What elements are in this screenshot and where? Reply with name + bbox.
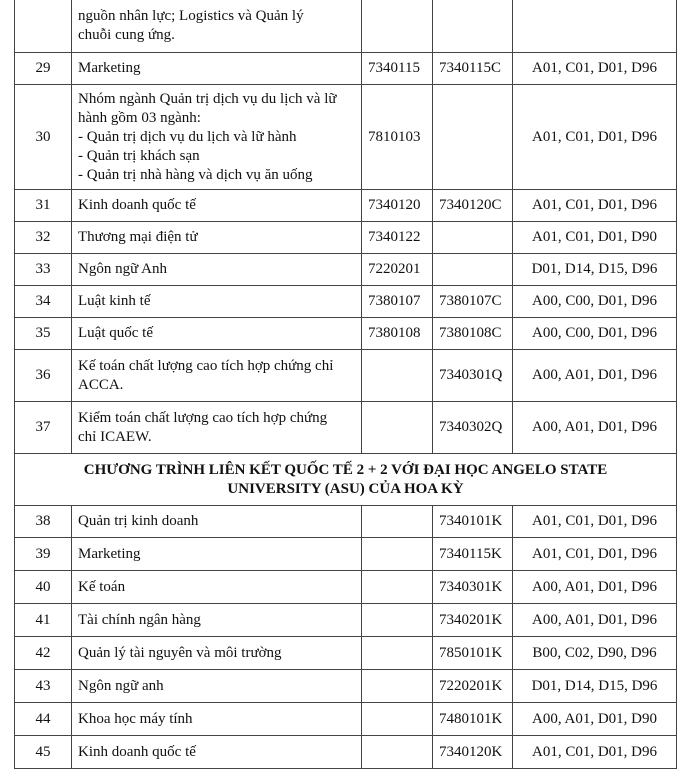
subject-combo-cell: A00, A01, D01, D96 bbox=[513, 604, 677, 637]
program-name-line: - Quản trị nhà hàng và dịch vụ ăn uống bbox=[78, 166, 313, 183]
program-name-line: ACCA. bbox=[78, 376, 124, 393]
section-title bbox=[15, 454, 677, 506]
table-row bbox=[15, 222, 677, 254]
program-name-line: Ngôn ngữ anh bbox=[78, 677, 164, 694]
major-code-cell bbox=[362, 703, 433, 736]
table-row bbox=[15, 604, 677, 637]
program-code-cell: 7340120K bbox=[433, 736, 513, 769]
subject-combo-cell: A00, A01, D01, D96 bbox=[513, 571, 677, 604]
table-row-partial bbox=[15, 0, 677, 53]
subject-combo-cell: A00, A01, D01, D96 bbox=[513, 350, 677, 402]
program-code-cell: 7340101K bbox=[433, 506, 513, 538]
subject-combo-cell: A00, C00, D01, D96 bbox=[513, 318, 677, 350]
stt-cell: 33 bbox=[15, 254, 72, 286]
program-name-line: Quản lý tài nguyên và môi trường bbox=[78, 644, 282, 661]
major-code-cell: 7340122 bbox=[362, 222, 433, 254]
program-code-cell: 7340115C bbox=[433, 53, 513, 85]
program-code-cell: 7340301Q bbox=[433, 350, 513, 402]
program-code-cell bbox=[433, 254, 513, 286]
program-name-line: Thương mại điện tử bbox=[78, 229, 198, 245]
program-code-cell: 7340115K bbox=[433, 538, 513, 571]
subject-combo-cell: A00, C00, D01, D96 bbox=[513, 286, 677, 318]
program-name-line: Marketing bbox=[78, 60, 141, 76]
program-name-line: - Quản trị dịch vụ du lịch và lữ hành bbox=[78, 128, 297, 145]
subject-combo-cell: A01, C01, D01, D96 bbox=[513, 53, 677, 85]
program-code-cell bbox=[433, 85, 513, 190]
subject-combo-cell bbox=[513, 0, 677, 53]
program-code-cell: 7850101K bbox=[433, 637, 513, 670]
program-name-line: Kế toán chất lượng cao tích hợp chứng chỉ bbox=[78, 357, 334, 374]
stt-cell: 42 bbox=[15, 637, 72, 670]
program-name-cell bbox=[72, 736, 362, 769]
table-row bbox=[15, 350, 677, 402]
program-name-line: Kinh doanh quốc tế bbox=[78, 197, 196, 213]
program-name-line: chuỗi cung ứng. bbox=[78, 26, 175, 43]
program-code-cell: 7340301K bbox=[433, 571, 513, 604]
program-name-cell bbox=[72, 254, 362, 286]
program-name-cell bbox=[72, 53, 362, 85]
program-name-cell bbox=[72, 670, 362, 703]
subject-combo-cell: A01, C01, D01, D90 bbox=[513, 222, 677, 254]
program-name-line: Luật kinh tế bbox=[78, 293, 151, 309]
table-row bbox=[15, 53, 677, 85]
stt-cell: 34 bbox=[15, 286, 72, 318]
table-row bbox=[15, 318, 677, 350]
program-name-line: Marketing bbox=[78, 545, 141, 562]
program-name-line: Khoa học máy tính bbox=[78, 710, 193, 727]
major-code-cell bbox=[362, 538, 433, 571]
table-row bbox=[15, 736, 677, 769]
section-title-line: CHƯƠNG TRÌNH LIÊN KẾT QUỐC TẾ 2 + 2 VỚI ĐẠI HỌC ANGELO STATE bbox=[83, 461, 608, 478]
table-row bbox=[15, 703, 677, 736]
stt-cell bbox=[15, 0, 72, 53]
program-name-line: Kế toán bbox=[78, 578, 126, 595]
program-name-line: Quản trị kinh doanh bbox=[78, 513, 199, 529]
major-code-cell bbox=[362, 670, 433, 703]
subject-combo-cell: A01, C01, D01, D96 bbox=[513, 190, 677, 222]
program-code-cell: 7380108C bbox=[433, 318, 513, 350]
program-name-cell bbox=[72, 350, 362, 402]
major-code-cell: 7340120 bbox=[362, 190, 433, 222]
program-name-line: - Quản trị khách sạn bbox=[78, 147, 200, 164]
major-code-cell bbox=[362, 0, 433, 53]
program-name-line: hành gồm 03 ngành: bbox=[78, 109, 201, 126]
table-row bbox=[15, 670, 677, 703]
stt-cell: 45 bbox=[15, 736, 72, 769]
program-name-cell bbox=[72, 85, 362, 190]
major-code-cell: 7380107 bbox=[362, 286, 433, 318]
major-code-cell bbox=[362, 571, 433, 604]
section-header-row bbox=[15, 454, 677, 506]
table-row bbox=[15, 402, 677, 454]
program-name-line: Tài chính ngân hàng bbox=[78, 611, 201, 628]
major-code-cell: 7340115 bbox=[362, 53, 433, 85]
program-name-line: Ngôn ngữ Anh bbox=[78, 261, 167, 277]
program-name-cell bbox=[72, 286, 362, 318]
program-code-cell: 7340120C bbox=[433, 190, 513, 222]
program-name-cell bbox=[72, 604, 362, 637]
subject-combo-cell: A00, A01, D01, D90 bbox=[513, 703, 677, 736]
major-code-cell: 7810103 bbox=[362, 85, 433, 190]
stt-cell: 29 bbox=[15, 53, 72, 85]
program-name-cell bbox=[72, 190, 362, 222]
program-name-cell bbox=[72, 703, 362, 736]
table-body bbox=[15, 0, 677, 769]
subject-combo-cell: A01, C01, D01, D96 bbox=[513, 85, 677, 190]
program-code-cell: 7480101K bbox=[433, 703, 513, 736]
program-name-cell bbox=[72, 318, 362, 350]
stt-cell: 41 bbox=[15, 604, 72, 637]
stt-cell: 43 bbox=[15, 670, 72, 703]
major-code-cell bbox=[362, 506, 433, 538]
table-row bbox=[15, 538, 677, 571]
stt-cell: 36 bbox=[15, 350, 72, 402]
program-code-cell: 7220201K bbox=[433, 670, 513, 703]
major-code-cell bbox=[362, 604, 433, 637]
subject-combo-cell: B00, C02, D90, D96 bbox=[513, 637, 677, 670]
major-code-cell bbox=[362, 350, 433, 402]
subject-combo-cell: D01, D14, D15, D96 bbox=[513, 670, 677, 703]
major-code-cell: 7380108 bbox=[362, 318, 433, 350]
stt-cell: 31 bbox=[15, 190, 72, 222]
program-name-cell bbox=[72, 222, 362, 254]
program-code-cell bbox=[433, 0, 513, 53]
major-code-cell: 7220201 bbox=[362, 254, 433, 286]
major-code-cell bbox=[362, 736, 433, 769]
table-row bbox=[15, 506, 677, 538]
program-name-cell bbox=[72, 0, 362, 53]
stt-cell: 39 bbox=[15, 538, 72, 571]
program-name-cell bbox=[72, 571, 362, 604]
table-row bbox=[15, 190, 677, 222]
program-name-line: Luật quốc tế bbox=[78, 325, 153, 341]
program-name-line: Nhóm ngành Quản trị dịch vụ du lịch và lữ bbox=[78, 90, 337, 107]
table-row bbox=[15, 85, 677, 190]
subject-combo-cell: D01, D14, D15, D96 bbox=[513, 254, 677, 286]
stt-cell: 40 bbox=[15, 571, 72, 604]
table-row bbox=[15, 571, 677, 604]
subject-combo-cell: A01, C01, D01, D96 bbox=[513, 538, 677, 571]
program-code-cell bbox=[433, 222, 513, 254]
subject-combo-cell: A01, C01, D01, D96 bbox=[513, 736, 677, 769]
stt-cell: 38 bbox=[15, 506, 72, 538]
program-name-line: nguồn nhân lực; Logistics và Quản lý bbox=[78, 7, 304, 24]
program-name-line: Kinh doanh quốc tế bbox=[78, 743, 196, 760]
program-code-cell: 7340201K bbox=[433, 604, 513, 637]
table-row bbox=[15, 637, 677, 670]
program-name-line: chỉ ICAEW. bbox=[78, 428, 152, 445]
program-code-cell: 7340302Q bbox=[433, 402, 513, 454]
admissions-table bbox=[14, 0, 677, 769]
major-code-cell bbox=[362, 402, 433, 454]
program-name-cell bbox=[72, 637, 362, 670]
major-code-cell bbox=[362, 637, 433, 670]
subject-combo-cell: A01, C01, D01, D96 bbox=[513, 506, 677, 538]
program-name-cell bbox=[72, 538, 362, 571]
stt-cell: 37 bbox=[15, 402, 72, 454]
program-name-line: Kiểm toán chất lượng cao tích hợp chứng bbox=[78, 409, 328, 426]
table-row bbox=[15, 254, 677, 286]
table-row bbox=[15, 286, 677, 318]
stt-cell: 44 bbox=[15, 703, 72, 736]
program-name-cell bbox=[72, 506, 362, 538]
stt-cell: 35 bbox=[15, 318, 72, 350]
program-code-cell: 7380107C bbox=[433, 286, 513, 318]
section-title-line: UNIVERSITY (ASU) CỦA HOA KỲ bbox=[227, 480, 464, 497]
stt-cell: 30 bbox=[15, 85, 72, 190]
subject-combo-cell: A00, A01, D01, D96 bbox=[513, 402, 677, 454]
stt-cell: 32 bbox=[15, 222, 72, 254]
program-name-cell bbox=[72, 402, 362, 454]
